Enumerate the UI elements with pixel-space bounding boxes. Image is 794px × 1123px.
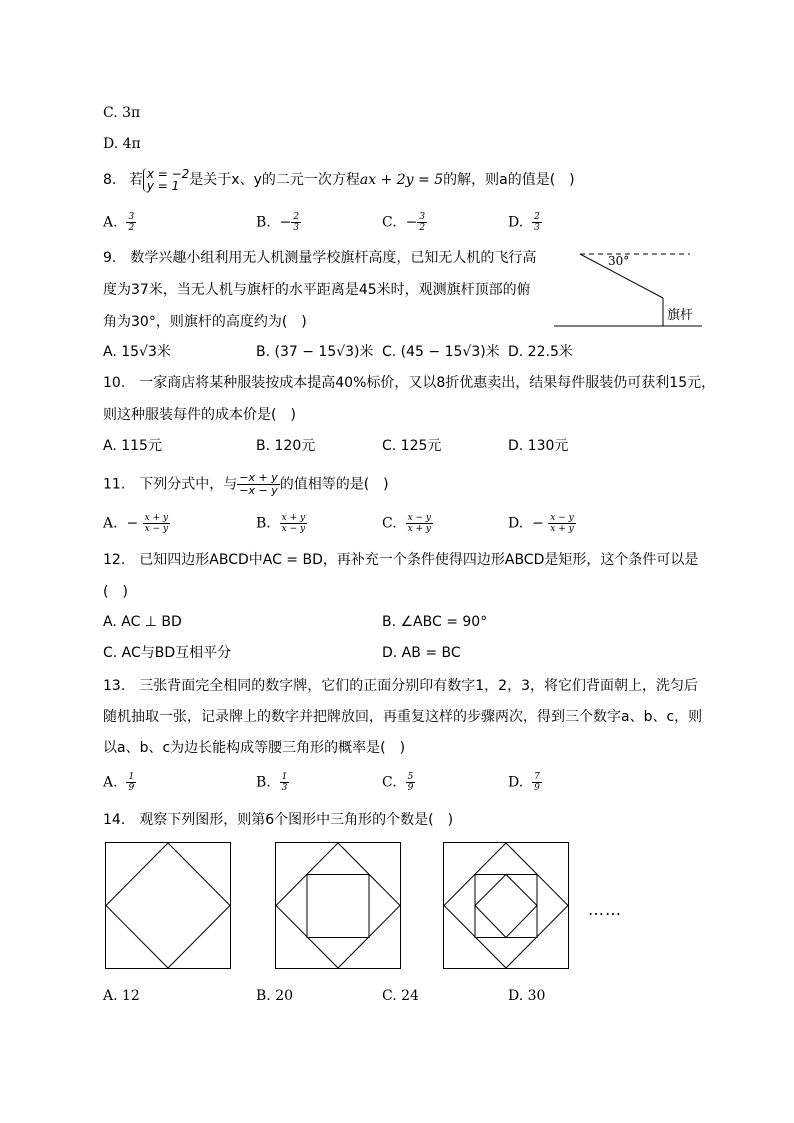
q11-post: 的值相等的是( ) [279, 476, 389, 493]
q8-option-b-num: 2 [293, 212, 300, 222]
q13-line2: 随机抽取一张，记录牌上的数字并把牌放回，再重复这样的步骤两次，得到三个数字a、b、c，则 [103, 709, 703, 725]
q14-option-c: C. 24 [382, 988, 419, 1004]
q10-option-c: C. 125元 [382, 438, 442, 454]
q8-post: 的解，则a的值是( ) [443, 172, 575, 188]
q11-given-num: −x + y [239, 471, 278, 484]
q8-option-b [256, 212, 301, 233]
q8-system-top: x = −2 [146, 167, 190, 181]
q8-option-d-frac [532, 212, 542, 233]
q8-option-d [508, 212, 542, 233]
q13-line3: 以a、b、c为边长能构成等腰三角形的概率是( ) [103, 740, 406, 756]
q8-option-c-den: 2 [419, 223, 426, 233]
q12-line1: 12. 已知四边形ABCD中AC = BD，再补充一个条件使得四边形ABCD是矩形，这个条件可以是 [103, 552, 699, 568]
q8-pre: 若 [128, 172, 143, 188]
q9-pole-label: 旗杆 [667, 308, 694, 323]
q9-diagram [550, 248, 706, 330]
q11-option-c [382, 513, 433, 534]
q12-option-a: A. AC ⊥ BD [103, 614, 182, 630]
q8-option-d-den: 3 [534, 223, 540, 233]
figure2-inner-square [307, 875, 369, 938]
q8-system [143, 168, 189, 192]
figure3-middle-square [475, 875, 537, 938]
q13-option-b-num: 1 [281, 772, 288, 782]
q9-option-d: D. 22.5米 [508, 344, 573, 360]
q13-option-c-num: 5 [407, 772, 414, 782]
q13-option-d-frac [532, 772, 542, 793]
q13-option-a-den: 9 [128, 783, 135, 793]
q13-option-b [256, 772, 289, 793]
q9-line1: 9. 数学兴趣小组利用无人机测量学校旗杆高度，已知无人机的飞行高 [103, 250, 537, 266]
q8-option-a-den: 2 [128, 223, 135, 233]
q11-option-d-frac [548, 513, 575, 534]
q11-option-a-letter: A. [103, 515, 118, 532]
q11-option-b-num: x + y [281, 513, 306, 523]
q13-option-d [508, 772, 542, 793]
q8-stem [103, 168, 575, 192]
q14-ellipsis: …… [588, 900, 622, 919]
q10-line2: 则这种服装每件的成本价是( ) [103, 407, 296, 423]
q11-option-c-letter: C. [382, 515, 397, 532]
figure1-outer-square [106, 843, 231, 969]
q14-figure-1 [105, 842, 231, 969]
q10-option-d: D. 130元 [508, 438, 569, 454]
q13-option-c [382, 772, 415, 793]
q9-option-c: C. (45 − 15√3)米 [382, 344, 500, 360]
q11-option-d-den: x + y [550, 524, 574, 534]
q14-option-b: B. 20 [256, 988, 294, 1004]
q9-option-a: A. 15√3米 [103, 344, 171, 360]
q9-line3: 角为30°，则旗杆的高度约为( ) [103, 314, 307, 330]
q7-option-d: D. 4π [103, 136, 141, 152]
q8-option-a-letter: A. [103, 214, 118, 231]
q8-option-c-num: 3 [419, 212, 426, 222]
q8-option-c-frac [417, 212, 427, 233]
q8-option-c-letter: C. [382, 214, 397, 231]
q13-option-a [103, 772, 136, 793]
q13-option-b-frac [280, 772, 290, 793]
q11-option-a-num: x + y [144, 513, 169, 523]
q9-option-b: B. (37 − 15√3)米 [256, 344, 374, 360]
q8-equation: ax + 2y = 5 [359, 172, 444, 188]
q13-option-c-letter: C. [382, 774, 397, 791]
q11-stem [103, 472, 389, 497]
q11-option-d-sign: − [532, 515, 544, 532]
q13-option-b-letter: B. [256, 774, 271, 791]
q13-line1: 13. 三张背面完全相同的数字牌，它们的正面分别印有数字1，2，3，将它们背面朝上，洗匀后 [103, 678, 698, 694]
q13-option-a-letter: A. [103, 774, 118, 791]
figure3-diamond [444, 843, 568, 968]
q11-option-d-letter: D. [508, 515, 524, 532]
q8-option-b-letter: B. [256, 214, 271, 231]
q8-mid: 是关于x、y的二元一次方程 [189, 172, 360, 188]
q8-option-b-sign: − [279, 214, 292, 231]
q10-line1: 10. 一家商店将某种服装按成本提高40%标价，又以8折优惠卖出，结果每件服装仍可获利15元， [103, 375, 716, 391]
q13-option-a-num: 1 [128, 772, 135, 782]
q14-line1: 14. 观察下列图形，则第6个图形中三角形的个数是( ) [103, 812, 454, 828]
q12-line2: ( ) [103, 584, 128, 600]
q12-option-d: D. AB = BC [382, 645, 461, 661]
q8-option-b-frac [291, 212, 301, 233]
q12-option-b: B. ∠ABC = 90° [382, 614, 488, 630]
q11-option-d-num: x − y [550, 513, 574, 523]
q13-option-c-frac [406, 772, 416, 793]
q7-option-c: C. 3π [103, 105, 141, 121]
figure3-outer-square [444, 843, 569, 969]
q11-option-c-num: x − y [407, 513, 432, 523]
q13-option-d-den: 9 [534, 783, 540, 793]
q13-option-c-den: 9 [407, 783, 414, 793]
q10-option-b: B. 120元 [256, 438, 316, 454]
q12-option-c: C. AC与BD互相平分 [103, 645, 232, 661]
q14-option-d: D. 30 [508, 988, 546, 1004]
q14-figure-2 [275, 842, 401, 969]
q8-option-a-num: 3 [128, 212, 135, 222]
q11-option-b-frac [280, 513, 307, 534]
figure1-inner-diamond [106, 843, 230, 968]
figure3-inner-diamond [475, 875, 537, 938]
q8-option-c-sign: − [405, 214, 418, 231]
q9-line2: 度为37米，当无人机与旗杆的水平距离是45米时，观测旗杆顶部的俯 [103, 282, 531, 298]
q10-option-a: A. 115元 [103, 438, 162, 454]
q14-option-a: A. 12 [103, 988, 140, 1004]
q8-option-a [103, 212, 136, 233]
q11-option-d [508, 513, 576, 534]
figure2-outer-square [276, 843, 401, 969]
q11-option-a-den: x − y [144, 524, 169, 534]
figure2-diamond [276, 843, 400, 968]
q11-option-a-sign: − [126, 515, 139, 532]
q13-option-a-frac [126, 772, 136, 793]
q8-system-bottom: y = 1 [146, 179, 180, 193]
q11-option-c-frac [406, 513, 433, 534]
q8-option-a-frac [126, 212, 136, 233]
q13-option-d-letter: D. [508, 774, 524, 791]
q11-pre: 11. 下列分式中，与 [103, 476, 238, 493]
q11-option-c-den: x + y [407, 524, 432, 534]
q14-figure-3 [443, 842, 569, 969]
q11-option-a [103, 513, 170, 534]
q11-given-frac [237, 472, 279, 497]
q11-option-b-den: x − y [281, 524, 306, 534]
q13-option-d-num: 7 [534, 772, 540, 782]
q8-option-d-letter: D. [508, 214, 524, 231]
q8-option-c [382, 212, 427, 233]
q11-option-b [256, 513, 307, 534]
q11-option-b-letter: B. [256, 515, 271, 532]
q8-option-d-num: 2 [534, 212, 540, 222]
q11-given-den: −x − y [239, 484, 278, 497]
q9-angle-label: 30° [608, 254, 630, 268]
q8-option-b-den: 3 [293, 223, 300, 233]
q13-option-b-den: 3 [281, 783, 288, 793]
q8-number: 8. [103, 172, 117, 188]
q11-option-a-frac [143, 513, 170, 534]
